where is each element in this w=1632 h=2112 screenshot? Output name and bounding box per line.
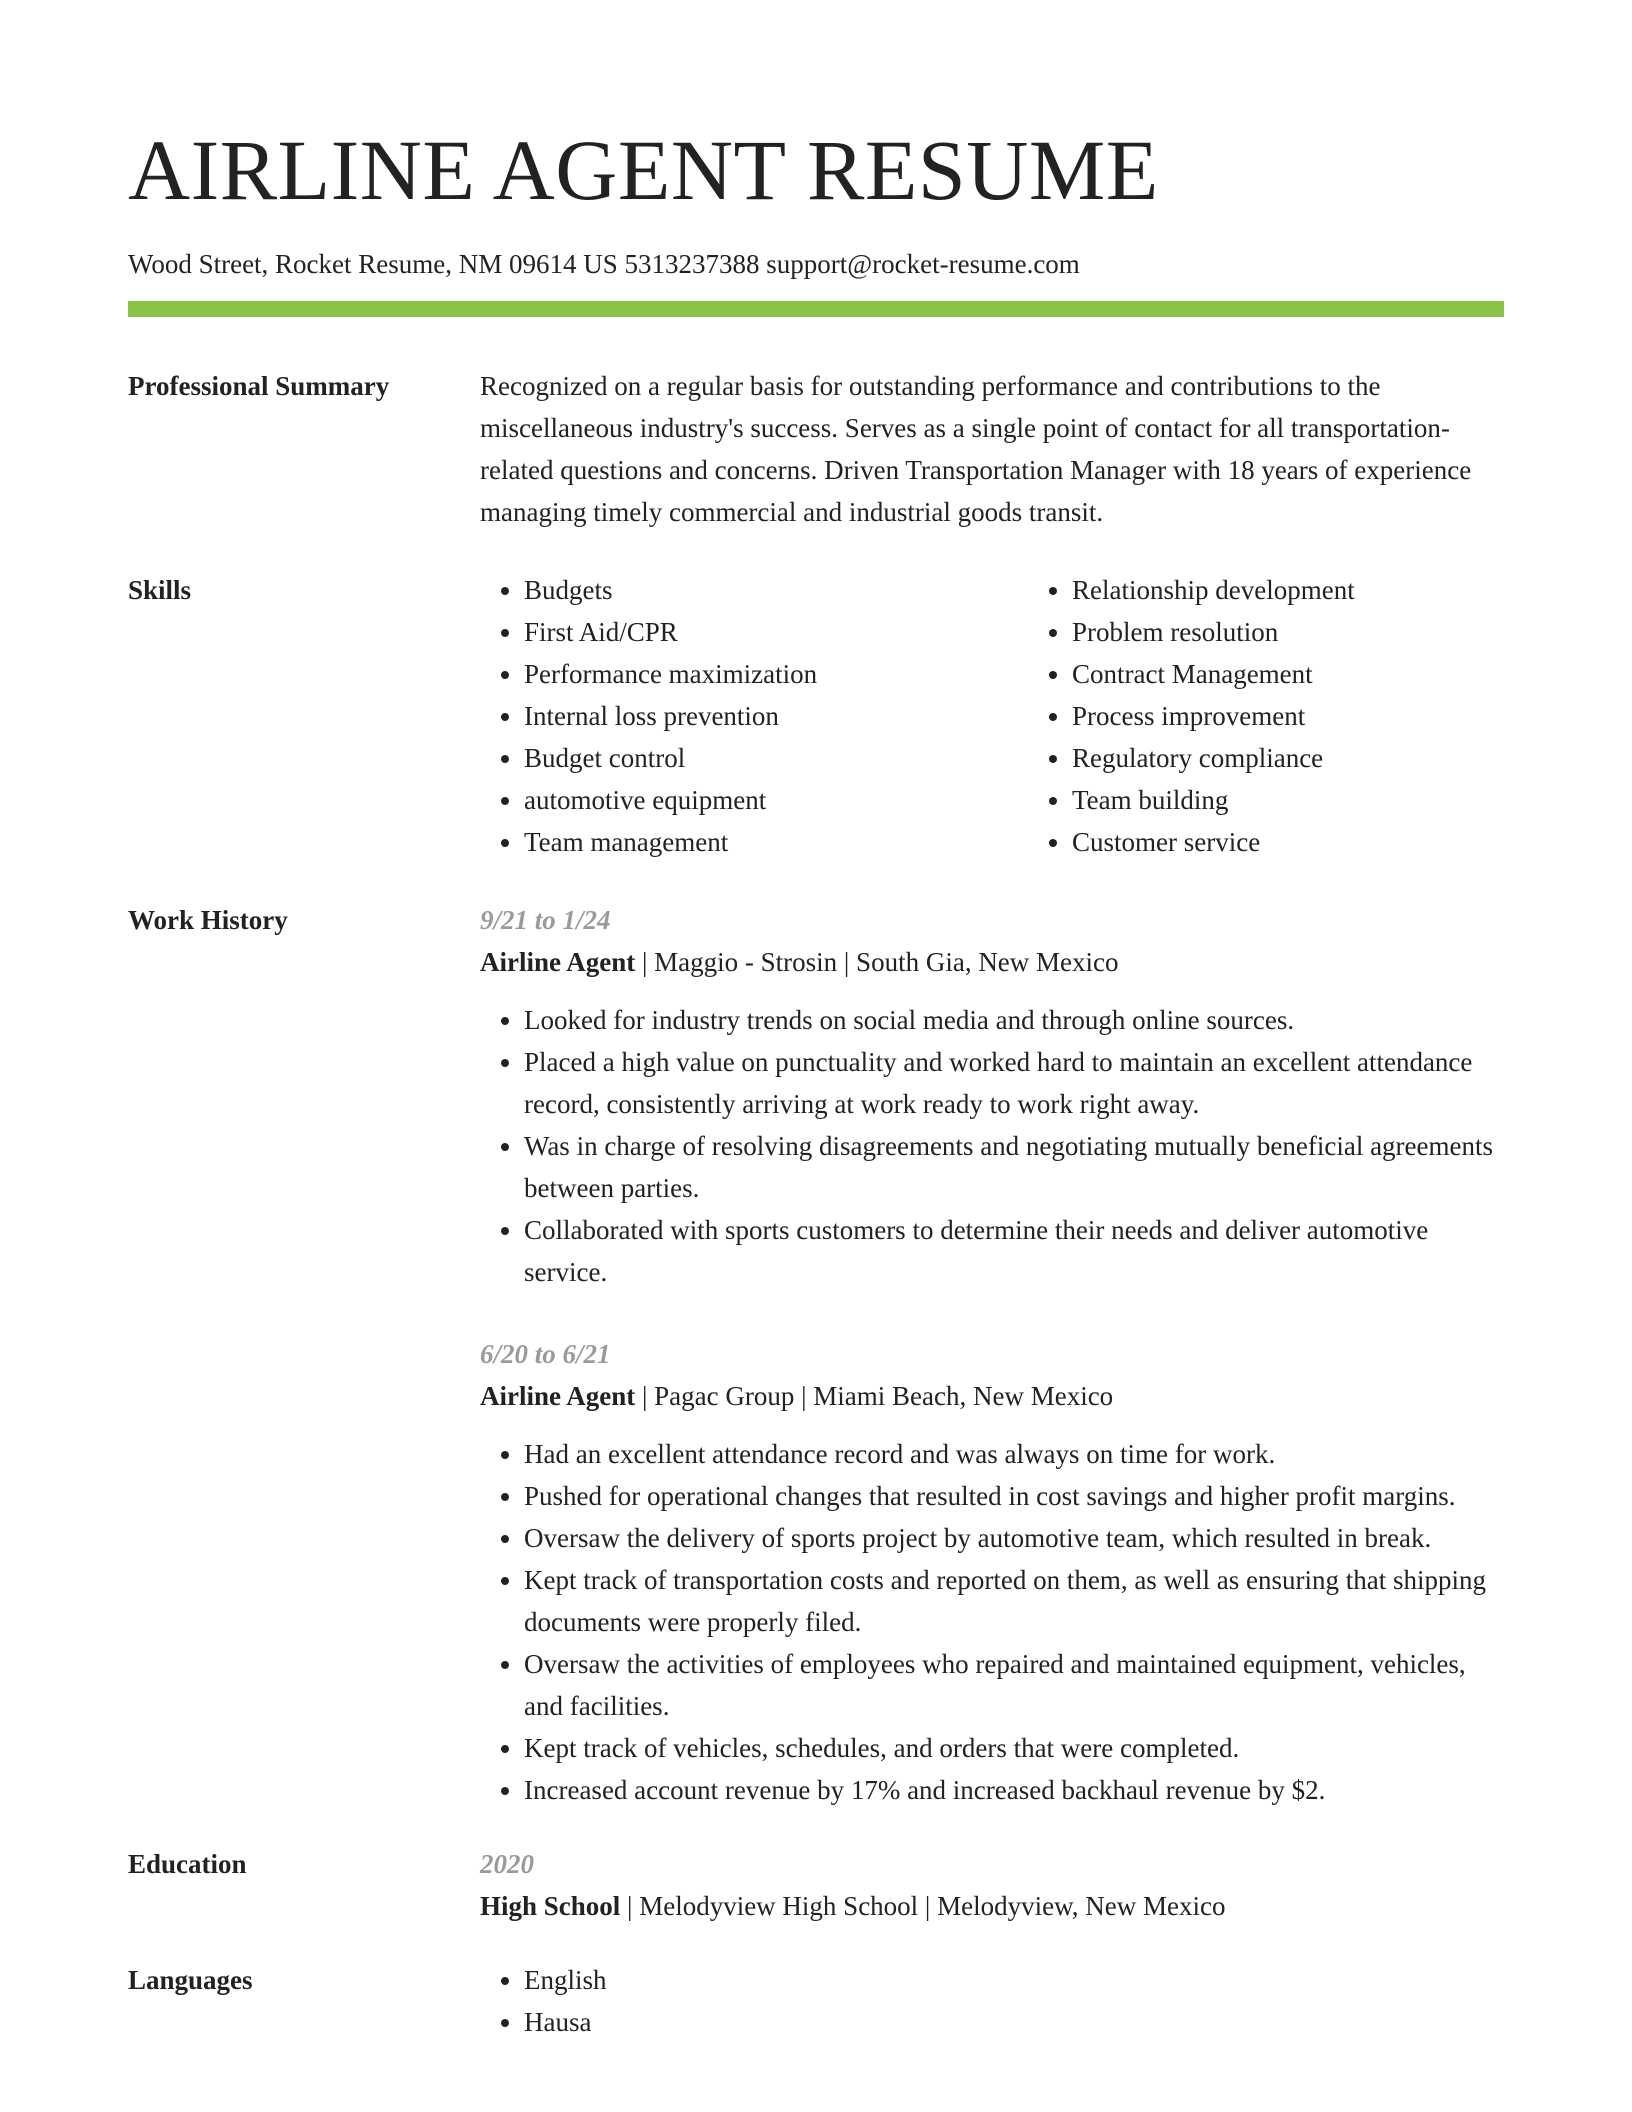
skill-item: • Problem resolution [1072,611,1576,653]
job-dates: 9/21 to 1/24 [480,905,611,935]
work-history-heading: Work History [128,905,288,935]
education-heading: Education [128,1849,247,1879]
summary-section [128,365,1504,533]
job-heading [480,1375,1504,1417]
skill-item: • Team building [1072,779,1576,821]
job-bullet: • Collaborated with sports customers to determine their needs and deliver automotive service. [524,1209,1504,1293]
skill-item: • Regulatory compliance [1072,737,1576,779]
job-bullet: • Oversaw the delivery of sports project by automotive team, which resulted in break. [524,1517,1504,1559]
job-entry [480,1333,1504,1811]
job-bullet: • Pushed for operational changes that resulted in cost savings and higher profit margins. [524,1475,1504,1517]
accent-divider [128,301,1504,317]
skills-list-right [1028,569,1576,863]
job-title: Airline Agent [480,1381,636,1411]
skill-item: • Relationship development [1072,569,1576,611]
skill-item: • Process improvement [1072,695,1576,737]
resume-title: AIRLINE AGENT RESUME [128,122,1159,218]
skill-item: • Budgets [524,569,1028,611]
job-bullets [480,1433,1504,1811]
skill-item: • First Aid/CPR [524,611,1028,653]
job-bullet: • Increased account revenue by 17% and increased backhaul revenue by $2. [524,1769,1504,1811]
summary-heading: Professional Summary [128,371,390,401]
job-bullet: • Had an excellent attendance record and was always on time for work. [524,1433,1504,1475]
job-bullets [480,999,1504,1293]
job-bullet: • Oversaw the activities of employees who repaired and maintained equipment, vehicles, and facilities. [524,1643,1504,1727]
job-bullet: • Looked for industry trends on social media and through online sources. [524,999,1504,1041]
education-heading-line [480,1885,1504,1927]
languages-section [128,1959,1504,2043]
job-bullet: • Kept track of transportation costs and reported on them, as well as ensuring that shipping documents were properly filed. [524,1559,1504,1643]
contact-line: Wood Street, Rocket Resume, NM 09614 US 5313237388 support@rocket-resume.com [128,249,1080,279]
education-degree: High School [480,1891,621,1921]
job-entry [480,899,1504,1293]
job-details: | Maggio - Strosin | South Gia, New Mexico [635,947,1119,977]
skill-item: • Internal loss prevention [524,695,1028,737]
skills-list-left [480,569,1028,863]
job-heading [480,941,1504,983]
job-dates: 6/20 to 6/21 [480,1339,611,1369]
skills-grid [480,569,1576,863]
skill-item: • Contract Management [1072,653,1576,695]
skill-item: • automotive equipment [524,779,1028,821]
languages-heading: Languages [128,1965,253,1995]
skill-item: • Budget control [524,737,1028,779]
resume-page [128,120,1504,2043]
skill-item: • Team management [524,821,1028,863]
language-item: • Hausa [524,2001,1504,2043]
skill-item: • Performance maximization [524,653,1028,695]
skills-heading: Skills [128,575,192,605]
job-bullet: • Placed a high value on punctuality and worked hard to maintain an excellent attendance record, consistently arriving at work ready to work right away. [524,1041,1504,1125]
job-bullet: • Kept track of vehicles, schedules, and orders that were completed. [524,1727,1504,1769]
language-item: • English [524,1959,1504,2001]
languages-list [480,1959,1504,2043]
education-details: | Melodyview High School | Melodyview, New Mexico [620,1891,1226,1921]
job-bullet: • Was in charge of resolving disagreements and negotiating mutually beneficial agreements between parties. [524,1125,1504,1209]
education-year: 2020 [480,1849,534,1879]
job-title: Airline Agent [480,947,636,977]
education-section [128,1843,1504,1927]
work-history-section [128,899,1504,1811]
summary-text: Recognized on a regular basis for outstanding performance and contributions to the miscellaneous industry's success. Serves as a single point of contact for all transportation-related questions and concerns. Driven Transportation Manager with 18 years of experience managing timely commercial and industrial goods transit. [480,371,1472,527]
job-details: | Pagac Group | Miami Beach, New Mexico [635,1381,1114,1411]
skills-section [128,569,1504,863]
skill-item: • Customer service [1072,821,1576,863]
